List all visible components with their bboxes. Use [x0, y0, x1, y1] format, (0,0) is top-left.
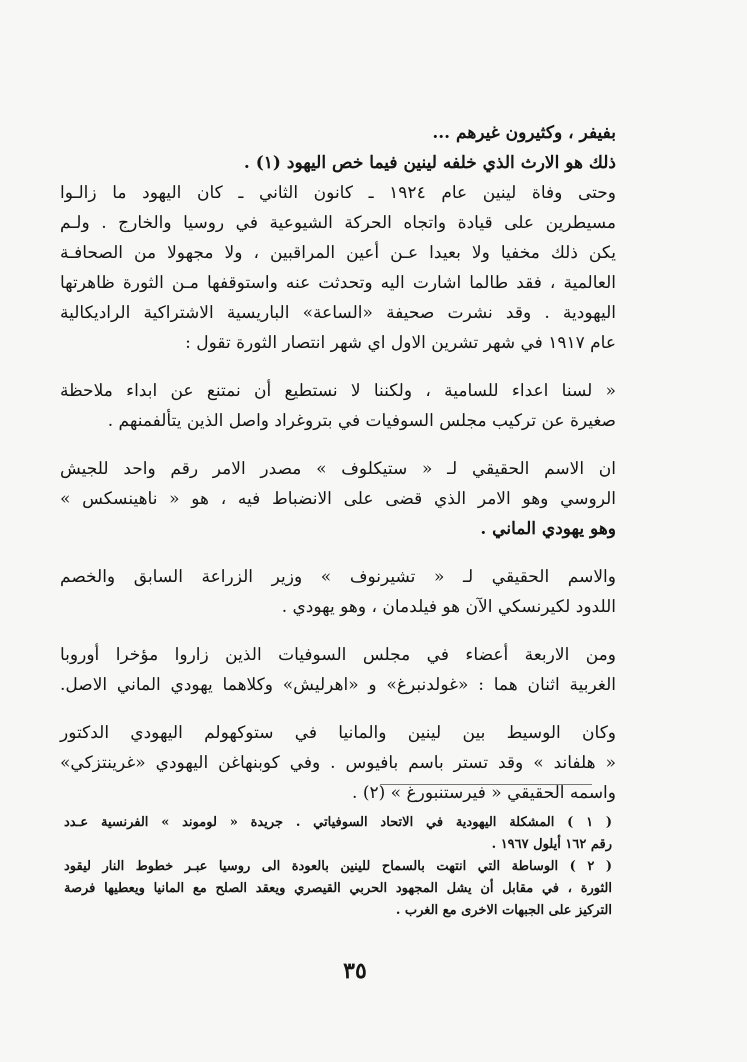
paragraph-line: اليهودية . وقد نشرت صحيفة «الساعة» الباريسية الاشتراكية الراديكالية — [60, 303, 616, 323]
quote-line: وهو يهودي الماني . — [480, 519, 616, 539]
quote-paragraph — [60, 376, 616, 436]
quote-paragraph — [60, 562, 616, 622]
quote-line: والاسم الحقيقي لـ « تشيرنوف » وزير الزراعة السابق والخصم — [60, 567, 616, 587]
quote-line: الروسي وهو الامر الذي قضى على الانضباط فيه ، هو « ناهينسكس » — [60, 489, 616, 509]
footnote-line: الثورة ، في مقابل أن يشل المجهود الحربي القيصري ويعقد الصلح مع المانيا ويعطيها فرصة — [64, 881, 612, 896]
quote-line: واسمه الحقيقي « فيرستنبورغ » (٢) . — [352, 783, 616, 803]
quote-paragraph — [60, 718, 616, 808]
paragraph-line: العالمية ، فقد طالما اشارت اليه وتحدثت عنه واستوقفها مـن الثورة ظاهرتها — [60, 273, 616, 293]
quote-line: الغربية اثنان هما : «غولدنبرغ» و «اهرليش» وكلاهما يهودي الماني الاصل. — [60, 675, 616, 695]
footnote-line: ( ١ ) المشكلة اليهودية في الاتحاد السوفياتي . جريدة « لوموند » الفرنسية عـدد — [64, 815, 612, 830]
footnotes — [64, 812, 612, 922]
page-body — [60, 118, 616, 808]
paragraph-line: عام ١٩١٧ في شهر تشرين الاول اي شهر انتصار الثورة تقول : — [185, 333, 616, 353]
footnote-divider — [380, 784, 592, 785]
intro-line: بفيفر ، وكثيرون غيرهم ... — [432, 123, 616, 143]
quote-paragraph — [60, 454, 616, 544]
quote-paragraph — [60, 640, 616, 700]
paragraph-line: يكن ذلك مخفيا ولا بعيدا عـن أعين المراقبين ، ولا مجهولا من الصحافـة — [60, 243, 616, 263]
quote-line: ان الاسم الحقيقي لـ « ستيكلوف » مصدر الامر رقم واحد للجيش — [60, 459, 616, 479]
quote-line: وكان الوسيط بين لينين والمانيا في ستوكهولم اليهودي الدكتور — [60, 723, 616, 743]
footnote-line: التركيز على الجبهات الاخرى مع الغرب . — [395, 903, 612, 918]
footnote-line: ( ٢ ) الوساطة التي انتهت بالسماح للينين بالعودة الى روسيا عبـر خطوط النار ليقود — [64, 859, 612, 874]
quote-line: اللدود لكيرنسكي الآن هو فيلدمان ، وهو يهودي . — [281, 597, 616, 617]
paragraph-line: مسيطرين على قيادة واتجاه الحركة الشيوعية في روسيا والخارج . ولـم — [60, 213, 616, 233]
quote-line: « لسنا اعداء للسامية ، ولكننا لا نستطيع أن نمتنع عن ابداء ملاحظة — [60, 381, 616, 401]
quote-line: « هلفاند » وقد تستر باسم بافيوس . وفي كوبنهاغن اليهودي «غرينتزكي» — [60, 753, 616, 773]
page-number: ٣٥ — [343, 958, 367, 984]
paragraph-line: وحتى وفاة لينين عام ١٩٢٤ ـ كانون الثاني ـ كان اليهود ما زالـوا — [60, 183, 616, 203]
paragraph — [60, 178, 616, 358]
intro-line: ذلك هو الارث الذي خلفه لينين فيما خص اليهود (١) . — [243, 153, 616, 173]
quote-line: ومن الاربعة أعضاء في مجلس السوفيات الذين زاروا مؤخرا أوروبا — [60, 645, 616, 665]
footnote-line: رقم ١٦٢ أيلول ١٩٦٧ . — [491, 837, 612, 852]
quote-line: صغيرة عن تركيب مجلس السوفيات في بتروغراد واصل الذين يتألفمنهم . — [107, 411, 616, 431]
